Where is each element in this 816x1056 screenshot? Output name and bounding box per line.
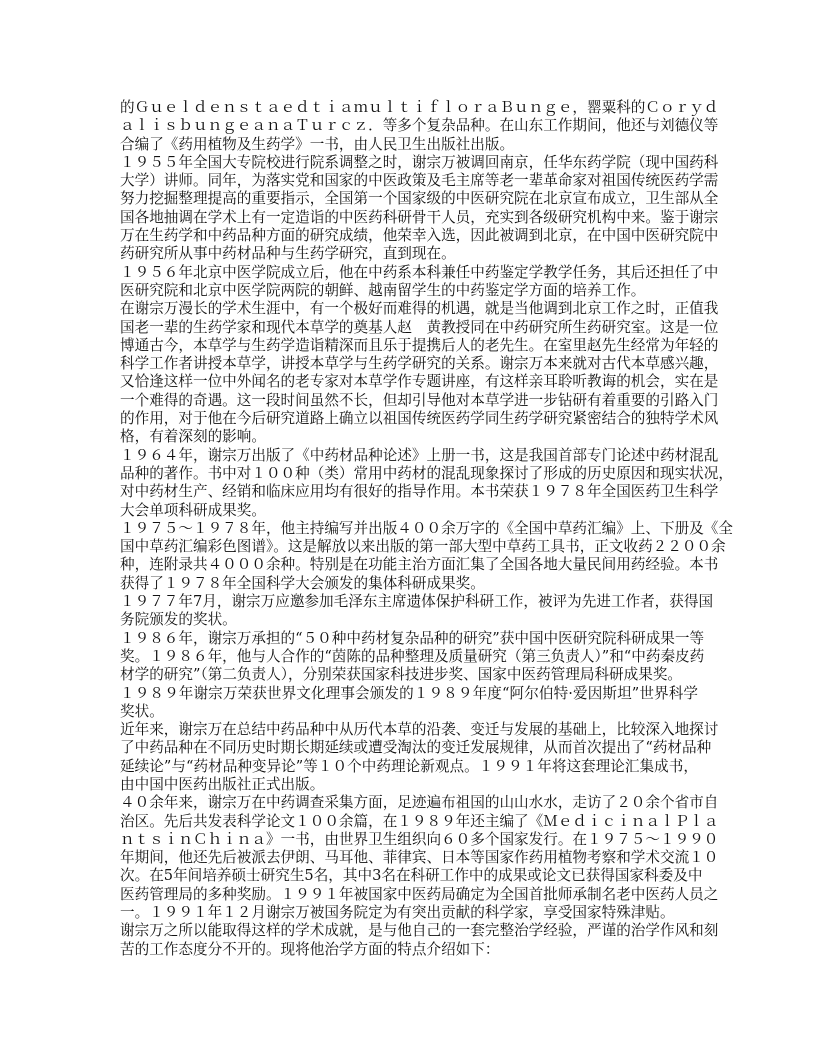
- text-line: １９５６年北京中医学院成立后，他在中药系本科兼任中药鉴定学教学任务，其后还担任了中: [120, 263, 719, 281]
- text-line: 谢宗万之所以能取得这样的学术成就，是与他自己的一套完整治学经验，严谨的治学作风和刻: [120, 922, 719, 940]
- paragraph: [120, 593, 714, 630]
- text-line: 品种的著作。书中对１００种（类）常用中药材的混乱现象探讨了形成的历史原因和现实状况，: [120, 464, 733, 482]
- text-line: 材学的研究”（第二负责人），分别荣获国家科技进步奖、国家中医药管理局科研成果奖。: [120, 666, 683, 684]
- text-line: １９７７年7月，谢宗万应邀参加毛泽东主席遗体保护科研工作，被评为先进工作者，获得国: [120, 593, 714, 611]
- paragraph: [120, 794, 719, 922]
- paragraph: [120, 153, 719, 264]
- text-line: １９７５～１９７８年，他主持编写并出版４００余万字的《全国中草药汇编》上、下册及《全: [120, 519, 733, 537]
- text-line: 务院颁发的奖状。: [120, 611, 237, 629]
- paragraph: [120, 519, 733, 593]
- text-line: 又恰逢这样一位中外闻名的老专家对本草学作专题讲座，有这样亲耳聆听教诲的机会，实在是: [120, 373, 719, 391]
- paragraph: [120, 446, 733, 520]
- text-line: 年期间，他还先后被派去伊朗、马耳他、菲律宾、日本等国家作药用植物考察和学术交流１０: [120, 849, 719, 867]
- paragraph: [120, 263, 719, 301]
- text-line: 万在生药学和中药品种方面的研究成绩，他荣幸入选，因此被调到北京，在中国中医研究院中: [120, 227, 719, 245]
- text-line: 大学）讲师。同年，为落实党和国家的中医政策及毛主席等老一辈革命家对祖国传统医药学需: [120, 172, 719, 190]
- paragraph: [120, 300, 719, 446]
- text-line: 合编了《药用植物及生药学》一书，由人民卫生出版社出版。: [120, 135, 515, 153]
- text-line: ４０余年来，谢宗万在中药调查采集方面，足迹遍布祖国的山山水水，走访了２０余个省市自: [120, 794, 719, 812]
- text-line: 科学工作者讲授本草学，讲授本草学与生药学研究的关系。谢宗万本来就对古代本草感兴趣，: [120, 355, 719, 373]
- text-line: 的作用，对于他在今后研究道路上确立以祖国传统医药学同生药学研究紧密结合的独特学术风: [120, 410, 719, 428]
- text-line: 由中国中医药出版社正式出版。: [120, 775, 325, 793]
- text-line: 次。在5年间培养硕士研究生5名，其中3名在科研工作中的成果或论文已获得国家科委及中: [120, 867, 703, 885]
- paragraph: [120, 99, 719, 154]
- text-line: 格，有着深刻的影响。: [120, 428, 266, 446]
- text-line: 苦的工作态度分不开的。现将他治学方面的特点介绍如下：: [120, 940, 500, 958]
- text-line: 一。１９９１年１２月谢宗万被国务院定为有突出贡献的科学家，享受国家特殊津贴。: [120, 904, 675, 922]
- document-body: [120, 99, 733, 959]
- text-line: １９８６年，谢宗万承担的“５０种中药材复杂品种的研究”获中国中医研究院科研成果一等: [120, 629, 705, 647]
- text-line: 大会单项科研成果奖。: [120, 501, 266, 519]
- text-line: １９８９年谢宗万荣获世界文化理事会颁发的１９８９年度“阿尔伯特·爱因斯坦”世界科学: [120, 684, 698, 702]
- text-line: 一个难得的奇遇。这一段时间虽然不长，但却引导他对本草学进一步钻研有着重要的引路入门: [120, 391, 719, 409]
- text-line: 药研究所从事中药材品种与生药学研究，直到现在。: [120, 245, 456, 263]
- text-line: 治区。先后共发表科学论文１００余篇，在１９８９年还主编了《ＭｅｄｉｃｉｎａｌＰｌａ: [120, 812, 719, 830]
- text-line: 获得了１９７８年全国科学大会颁发的集体科研成果奖。: [120, 574, 485, 592]
- text-line: 努力挖掘整理提高的重要指示，全国第一个国家级的中医研究院在北京宣布成立，卫生部从全: [120, 190, 719, 208]
- text-line: 在谢宗万漫长的学术生涯中，有一个极好而难得的机遇，就是当他调到北京工作之时，正值我: [120, 300, 719, 318]
- text-line: 国中草药汇编彩色图谱》。这是解放以来出版的第一部大型中草药工具书，正文收药２２００余: [120, 538, 726, 556]
- paragraph: [120, 721, 719, 794]
- text-line: 奖状。: [120, 702, 164, 720]
- text-line: 奖。１９８６年，他与人合作的“茵陈的品种整理及质量研究（第三负责人）”和“中药秦皮药: [120, 647, 705, 665]
- text-line: 医药管理局的多种奖励。１９９１年被国家中医药局确定为全国首批师承制名老中医药人员之: [120, 885, 719, 903]
- text-line: 博通古今，本草学与生药学造诣精深而且乐于提携后人的老先生。在室里赵先生经常为年轻的: [120, 336, 719, 354]
- text-line: 国各地抽调在学术上有一定造诣的中医药科研骨干人员，充实到各级研究机构中来。鉴于谢宗: [120, 208, 719, 226]
- text-line: 的ＧｕｅｌｄｅｎｓｔａｅｄｔｉａｍｕｌｔｉｆｌｏｒａＢｕｎｇｅ，罂粟科的Ｃｏｒｙｄ: [120, 99, 719, 116]
- text-line: １９５５年全国大专院校进行院系调整之时，谢宗万被调回南京，任华东药学院（现中国药科: [120, 153, 719, 171]
- text-line: 国老一辈的生药学家和现代本草学的奠基人赵 黄教授同在中药研究所生药研究室。这是一位: [120, 318, 719, 336]
- text-line: 医研究院和北京中医学院两院的朝鲜、越南留学生的中药鉴定学方面的培养工作。: [120, 281, 646, 299]
- paragraph: [120, 629, 705, 685]
- text-line: １９６４年，谢宗万出版了《中药材品种论述》上册一书，这是我国首部专门论述中药材混乱: [120, 446, 719, 464]
- text-line: 了中药品种在不同历史时期长期延续或遭受淘汰的变迁发展规律，从而首次提出了“药材品种: [120, 739, 712, 757]
- text-line: ａｌｉｓｂｕｎｇｅａｎａＴｕｒｃｚ．等多个复杂品种。在山东工作期间，他还与刘德仪等: [120, 117, 719, 135]
- text-line: 延续论”与“药材品种变异论”等１０个中药理论新观点。１９９１年将这套理论汇集成书，: [120, 757, 698, 775]
- text-line: 种，连附录共４０００余种。特别是在功能主治方面汇集了全国各地大量民间用药经验。本书: [120, 556, 719, 574]
- paragraph: [120, 685, 698, 722]
- text-line: 对中药材生产、经销和临床应用均有很好的指导作用。本书荣获１９７８年全国医药卫生科学: [120, 483, 719, 501]
- text-line: ｎｔｓｉｎＣｈｉｎａ》一书，由世界卫生组织向６０多个国家发行。在１９７５～１９９０: [120, 830, 719, 848]
- text-line: 近年来，谢宗万在总结中药品种中从历代本草的沿袭、变迁与发展的基础上，比较深入地探讨: [120, 721, 719, 739]
- paragraph: [120, 922, 719, 959]
